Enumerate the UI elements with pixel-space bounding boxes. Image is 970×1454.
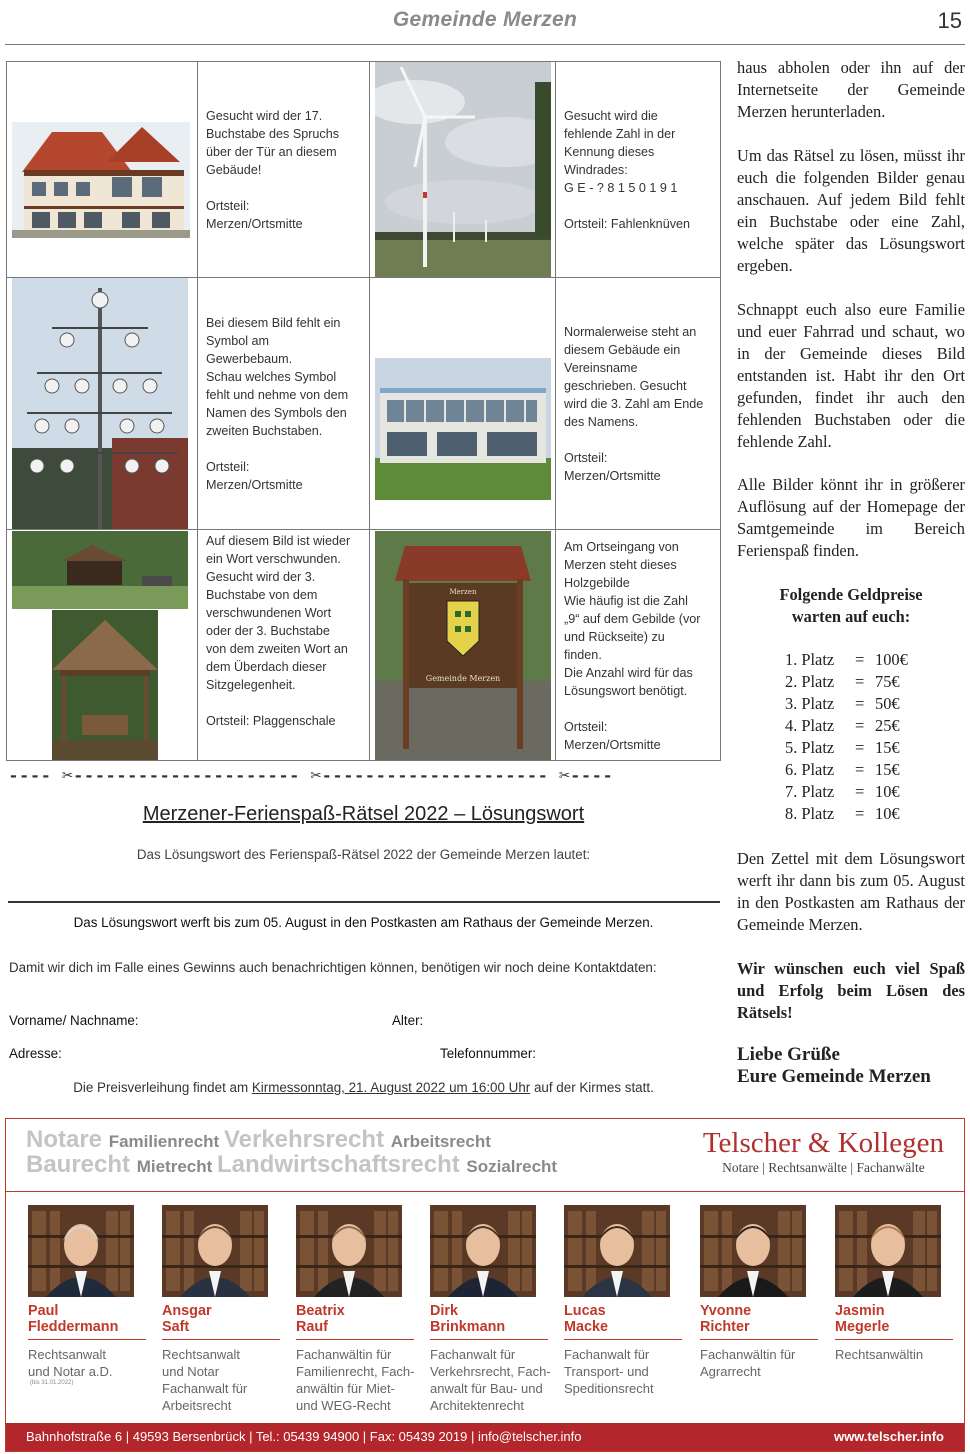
attorney-title: Rechtsanwalt und Notar a.D. [28, 1347, 113, 1379]
form-subtitle: Das Lösungswort des Ferienspaß-Rätsel 2022 der Gemeinde Merzen lautet: [136, 847, 591, 862]
text-cell-1 [197, 61, 370, 278]
cut-dashes: --------------------- [321, 767, 559, 787]
attorney-divider [835, 1339, 953, 1340]
prize-row: 3. Platz = 50€ [785, 694, 900, 713]
law-firm-ad [5, 1118, 965, 1452]
attorney-title: Fachanwalt für Transport- und Speditionsrecht [564, 1347, 654, 1396]
intro-paragraph-2: Um das Rätsel zu lösen, müsst ihr euch die folgenden Bilder genau anschauen. Auf jedem Bild fehlt ein Buchstabe oder eine Zahl, welche später das Lösungswort ergeben. [737, 146, 965, 275]
attorney-divider [430, 1339, 548, 1340]
shelter-photo-close [52, 610, 158, 760]
address-field-label[interactable]: Adresse: [9, 1046, 62, 1061]
prize-row: 5. Platz = 15€ [785, 738, 900, 757]
practice-areas-line-1: Notare Familienrecht Verkehrsrecht Arbeitsrecht [26, 1126, 491, 1153]
puzzle-text-1: Gesucht wird der 17. Buchstabe des Spruchs über der Tür an diesem Gebäude! Ortsteil: Merzen/Ortsmitte [206, 109, 340, 231]
photo-cell-tree [6, 277, 198, 530]
prize-row: 7. Platz = 10€ [785, 782, 900, 801]
text-cell-5 [197, 529, 370, 761]
photo-cell-shelter [6, 529, 198, 761]
firm-subtitle: Notare | Rechtsanwälte | Fachanwälte [722, 1160, 925, 1175]
age-field-label[interactable]: Alter: [392, 1013, 424, 1028]
attorney-name: Jasmin Megerle [835, 1303, 890, 1335]
scissors-icon: ✂ [310, 767, 322, 787]
closing [737, 1044, 965, 1088]
cut-dashes: --------------------- [72, 767, 311, 787]
house-photo [12, 122, 190, 238]
practice-areas-line-2: Baurecht Mietrecht Landwirtschaftsrecht Sozialrecht [26, 1151, 558, 1178]
intro-paragraph-3: Schnappt euch also eure Familie und euer Fahrrad und schaut, wo in der Gemeinde dieses Bild entstanden ist. Habt ihr den Ort gefunden, findet ihr auch den fehlenden Buchstaben oder die fehlende Zahl. [737, 300, 965, 451]
prize-heading-line-2: warten auf euch: [791, 607, 911, 626]
attorney-photo [162, 1205, 268, 1297]
attorney-name: Dirk Brinkmann [430, 1303, 506, 1335]
attorney-name: Yvonne Richter [700, 1303, 752, 1335]
attorney-name: Lucas Macke [564, 1303, 609, 1335]
firm-website[interactable]: www.telscher.info [833, 1429, 944, 1444]
form-deadline: Das Lösungswort werft bis zum 05. August in den Postkasten am Rathaus der Gemeinde Merzen. [73, 915, 654, 930]
photo-cell-sign [369, 529, 556, 761]
attorney-title: Fachanwältin für Familienrecht, Fach- anwältin für Miet- und WEG-Recht [296, 1347, 415, 1413]
prize-row: 8. Platz = 10€ [785, 804, 900, 823]
prize-row: 4. Platz = 25€ [785, 716, 900, 735]
photo-cell-windmill [369, 61, 556, 278]
puzzle-text-6: Am Ortseingang von Merzen steht dieses Holzgebilde Wie häufig ist die Zahl „9“ auf dem Gebilde (vor und Rückseite) zu finden. Die Anzahl wird für das Lösungswort benötigt. Ortsteil: Merzen/Ortsmitte [564, 540, 701, 752]
ad-footer [6, 1423, 964, 1451]
answer-line[interactable] [8, 901, 720, 903]
cut-dashes: ---- [8, 767, 63, 787]
attorney-divider [162, 1339, 280, 1340]
intro-paragraph-4: Alle Bilder könnt ihr in größerer Auflösung auf der Homepage der Samtgemeinde im Bereich Ferienspaß finden. [737, 475, 965, 560]
attorney-name: Paul Fleddermann [28, 1303, 119, 1335]
attorney-divider [564, 1339, 682, 1340]
attorney-name: Ansgar Saft [162, 1303, 212, 1335]
scissors-icon: ✂ [558, 767, 570, 787]
prize-heading-line-1: Folgende Geldpreise [779, 585, 923, 604]
firm-logo [703, 1127, 944, 1176]
page-number: 15 [937, 8, 962, 33]
puzzle-text-4: Normalerweise steht an diesem Gebäude ein Vereinsname geschrieben. Gesucht wird die 3. Zahl am Ende des Namens. Ortsteil: Merzen/Ortsmitte [564, 325, 704, 483]
name-field-label[interactable]: Vorname/ Nachname: [9, 1013, 139, 1028]
attorney-photo [700, 1205, 806, 1297]
firm-contact: Bahnhofstraße 6 | 49593 Bersenbrück | Tel.: 05439 94900 | Fax: 05439 2019 | info@telscher.info [26, 1429, 582, 1444]
text-cell-3 [197, 277, 370, 530]
attorney-card [296, 1205, 424, 1414]
attorney-card [28, 1205, 156, 1386]
windmill-photo [375, 62, 551, 277]
attorney-divider [700, 1339, 818, 1340]
closing-line-1: Liebe Grüße [737, 1044, 840, 1065]
text-cell-6 [555, 529, 721, 761]
firm-name: Telscher & Kollegen [702, 1127, 944, 1159]
attorney-photo [296, 1205, 402, 1297]
intro-paragraph-1: haus abholen oder ihn auf der Internetseite der Gemeinde Merzen herunterladen. [737, 58, 965, 121]
closing-line-2: Eure Gemeinde Merzen [737, 1066, 931, 1087]
attorney-photo [28, 1205, 134, 1297]
scissors-icon: ✂ [62, 767, 73, 787]
ad-divider [6, 1191, 964, 1192]
page-header-title: Gemeinde Merzen [392, 8, 578, 31]
text-cell-4 [555, 277, 721, 530]
puzzle-text-5: Auf diesem Bild ist wieder ein Wort verschwunden. Gesucht wird der 3. Buchstabe von dem verschwundenen Wort oder der 3. Buchstabe von dem zweiten Wort an dem Überdach dieser Sitzgelegenheit. Ortsteil: Plaggenschale [206, 534, 351, 728]
sign-top-text: Merzen [449, 588, 477, 596]
attorney-photo [835, 1205, 941, 1297]
attorney-name: Beatrix Rauf [296, 1303, 345, 1335]
prize-row: 1. Platz = 100€ [785, 650, 908, 669]
puzzle-text-3: Bei diesem Bild fehlt ein Symbol am Gewerbebaum. Schau welches Symbol fehlt und nehme von dem Namen des Symbols den zweiten Buchstaben. Ortsteil: Merzen/Ortsmitte [206, 316, 349, 492]
cut-dashes: ---- [569, 767, 614, 787]
deadline-paragraph: Den Zettel mit dem Lösungswort werft ihr dann bis zum 05. August in den Postkasten am Rathaus der Gemeinde Merzen. [737, 849, 965, 934]
attorney-title: Rechtsanwalt und Notar Fachanwalt für Arbeitsrecht [162, 1347, 248, 1413]
attorney-photo [564, 1205, 670, 1297]
wooden-sign-photo [375, 531, 551, 760]
header-divider [5, 44, 965, 45]
wishes-paragraph: Wir wünschen euch viel Spaß und Erfolg beim Lösen des Rätsels! [737, 959, 965, 1022]
clubhouse-photo [375, 358, 551, 500]
attorney-card [835, 1205, 963, 1363]
prize-row: 2. Platz = 75€ [785, 672, 900, 691]
form-contact-text: Damit wir dich im Falle eines Gewinns auch benachrichtigen können, benötigen wir noch deine Kontaktdaten: [9, 960, 657, 975]
photo-cell-clubhouse [369, 277, 556, 530]
practice-areas [26, 1126, 558, 1179]
attorney-card [162, 1205, 290, 1414]
form-title: Merzener-Ferienspaß-Rätsel 2022 – Lösungswort [142, 803, 585, 825]
phone-field-label[interactable]: Telefonnummer: [440, 1046, 537, 1061]
prize-heading [737, 584, 965, 628]
text-cell-2 [555, 61, 721, 278]
attorney-divider [28, 1339, 146, 1340]
attorney-note: (bis 31.01.2022) [30, 1380, 74, 1386]
prize-row: 6. Platz = 15€ [785, 760, 900, 779]
attorney-title: Fachanwalt für Verkehrsrecht, Fach- anwalt für Bau- und Architektenrecht [430, 1347, 551, 1413]
award-date: Kirmessonntag, 21. August 2022 um 16:00 Uhr [251, 1080, 531, 1095]
attorney-title: Rechtsanwältin [835, 1347, 924, 1362]
award-ceremony-text: Die Preisverleihung findet am Kirmessonntag, 21. August 2022 um 16:00 Uhr auf der Kirmes statt. [73, 1080, 654, 1095]
attorney-photo [430, 1205, 536, 1297]
sign-bottom-text: Gemeinde Merzen [425, 674, 501, 683]
shelter-photo-wide [12, 531, 188, 609]
attorney-title: Fachanwältin für Agrarrecht [700, 1347, 796, 1379]
attorney-card [564, 1205, 692, 1397]
guild-tree-photo [12, 278, 188, 529]
attorney-card [430, 1205, 558, 1414]
cut-line [8, 765, 613, 787]
photo-cell-house [6, 61, 198, 278]
attorney-card [700, 1205, 828, 1380]
attorney-divider [296, 1339, 414, 1340]
puzzle-text-2: Gesucht wird die fehlende Zahl in der Kennung dieses Windrades: G E - ? 8 1 5 0 1 9 1 Ortsteil: Fahlenknüven [564, 109, 690, 231]
